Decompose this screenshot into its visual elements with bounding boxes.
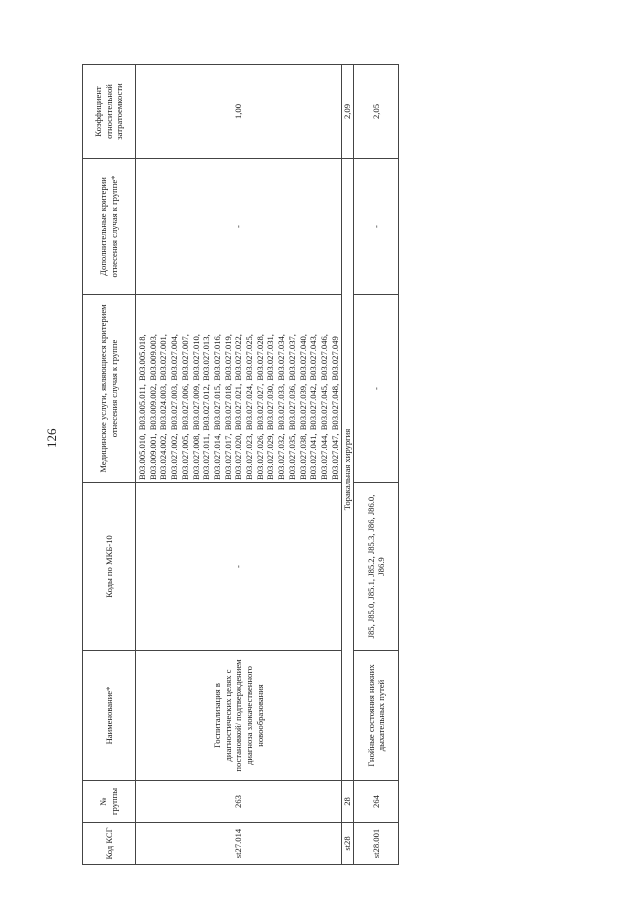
header-coefficient: Коэффициент относительной затратоемкости — [83, 65, 136, 159]
cell-icd-codes: J85, J85.0, J85.1, J85.2, J85.3, J86, J86.0, J86.9 — [354, 483, 399, 651]
cell-group-no: 28 — [342, 781, 354, 823]
header-services: Медицинские услуги, являющиеся критерием отнесения случая к группе — [83, 295, 136, 483]
cell-name: Гнойные состояния нижних дыхательных путей — [354, 651, 399, 781]
header-group-no: № группы — [83, 781, 136, 823]
page-number: 126 — [44, 428, 59, 448]
group-header-row — [342, 65, 354, 865]
cell-extra-criteria: - — [354, 159, 399, 295]
header-row — [83, 65, 136, 865]
cell-ksg-code: st27.014 — [136, 823, 342, 865]
rotated-table-wrapper — [82, 65, 490, 865]
cell-extra-criteria: - — [136, 159, 342, 295]
cell-coefficient: 1,00 — [136, 65, 342, 159]
cell-group-no: 263 — [136, 781, 342, 823]
cell-profile: Торакальная хирургия — [342, 159, 354, 781]
cell-name: Госпитализация в диагностических целях с постановкой/ подтверждением диагноза злокачественного новообразования — [136, 651, 342, 781]
table-row — [354, 65, 399, 865]
cell-services: B03.005.010, B03.005.011, B03.005.018, B03.009.001, B03.009.002, B03.009.003, B03.024.002, B03.024.003, B03.027.001, B03.027.002, B03.027.003, B03.027.004, B03.027.005, B03.027.006, B03.027.007, B03.027.008, B03.027.009, B03.027.010, B03.027.011, B03.027.012, B03.027.013, B03.027.014, B03.027.015, B03.027.016, B03.027.017, B03.027.018, B03.027.019, B03.027.020, B03.027.021, B03.027.022, B03.027.023, B03.027.024, B03.027.025, B03.027.026, B03.027.027, B03.027.028, B03.027.029, B03.027.030, B03.027.031, B03.027.032, B03.027.033, B03.027.034, B03.027.035, B03.027.036, B03.027.037, B03.027.038, B03.027.039, B03.027.040, B03.027.041, B03.027.042, B03.027.043, B03.027.044, B03.027.045, B03.027.046, B03.027.047, B03.027.048, B03.027.049 — [136, 295, 342, 483]
header-name: Наименование* — [83, 651, 136, 781]
table-row — [136, 65, 342, 865]
header-ksg-code: Код КСГ — [83, 823, 136, 865]
header-extra-criteria: Дополнительные критерии отнесения случая к группе* — [83, 159, 136, 295]
ksg-table — [82, 64, 399, 865]
cell-icd-codes: - — [136, 483, 342, 651]
cell-coefficient: 2,09 — [342, 65, 354, 159]
cell-ksg-code: st28 — [342, 823, 354, 865]
cell-coefficient: 2,05 — [354, 65, 399, 159]
cell-services: - — [354, 295, 399, 483]
cell-group-no: 264 — [354, 781, 399, 823]
cell-ksg-code: st28.001 — [354, 823, 399, 865]
header-icd-codes: Коды по МКБ-10 — [83, 483, 136, 651]
